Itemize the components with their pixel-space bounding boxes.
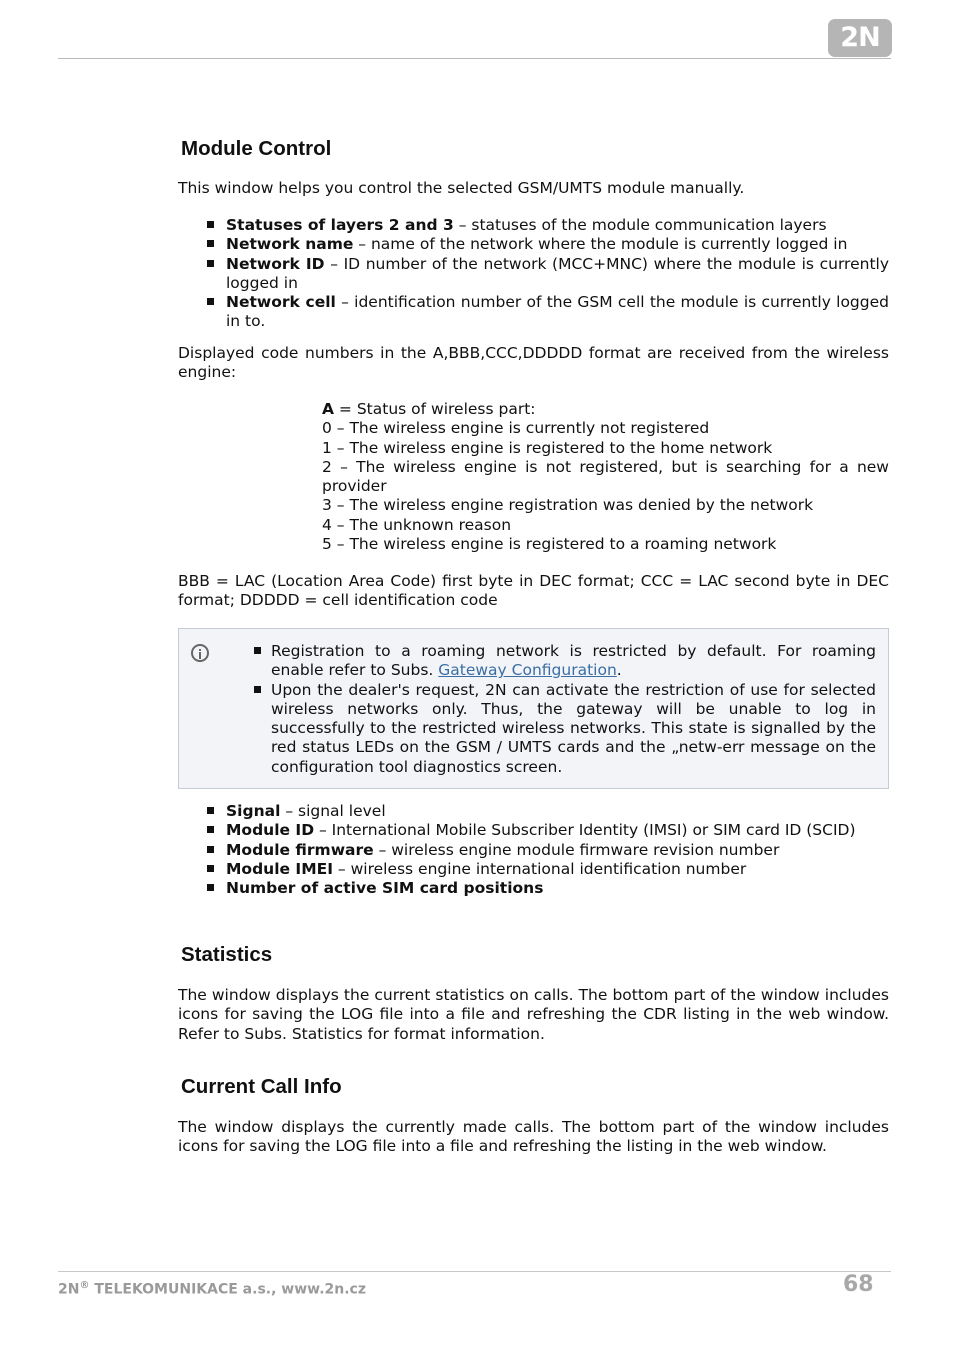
brand-logo: 2N: [828, 19, 892, 57]
note-item: Upon the dealer's request, 2N can activate the restriction of use for selected wireless networks only. Thus, the gateway will be unable to log in successfully to the restricted wireless networks. This state is signalled by the red status LEDs on the GSM / UMTS cards and the „netw-err message on the configuration tool diagnostics screen.: [223, 681, 876, 777]
gateway-configuration-link[interactable]: Gateway Configuration: [438, 661, 617, 680]
module-info-list: [178, 802, 889, 898]
section-title-module-control: Module Control: [181, 137, 332, 160]
footer-company: 2N® TELEKOMUNIKACE a.s., www.2n.cz: [58, 1280, 366, 1298]
status-code: 0 – The wireless engine is currently not registered: [322, 419, 710, 438]
current-call-info-text: The window displays the currently made calls. The bottom part of the window includes icons for saving the LOG file into a file and refreshing the listing in the web window.: [178, 1118, 889, 1156]
info-note-box: [178, 628, 889, 789]
list-item: Network name – name of the network where the module is currently logged in: [178, 235, 889, 254]
status-code: 5 – The wireless engine is registered to a roaming network: [322, 535, 777, 554]
list-item: Network cell – identification number of the GSM cell the module is currently logged in to.: [178, 293, 889, 332]
info-icon: [191, 644, 209, 662]
list-item: Signal – signal level: [178, 802, 889, 821]
code-format-outro: BBB = LAC (Location Area Code) first byte in DEC format; CCC = LAC second byte in DEC format; DDDDD = cell identification code: [178, 572, 889, 610]
status-code: 1 – The wireless engine is registered to the home network: [322, 438, 773, 457]
status-code: 2 – The wireless engine is not registered, but is searching for a new provider: [322, 457, 889, 496]
section-title-current-call-info: Current Call Info: [181, 1075, 342, 1098]
section-title-statistics: Statistics: [181, 943, 273, 966]
note-item: Registration to a roaming network is restricted by default. For roaming enable refer to Subs. Gateway Configuration.: [223, 642, 876, 681]
page-number: 68: [843, 1272, 874, 1297]
status-code-list: [322, 400, 889, 554]
footer-divider: [58, 1271, 891, 1272]
list-item: Statuses of layers 2 and 3 – statuses of the module communication layers: [178, 216, 889, 235]
code-format-intro: Displayed code numbers in the A,BBB,CCC,DDDDD format are received from the wireless engine:: [178, 344, 889, 382]
list-item: Module ID – International Mobile Subscriber Identity (IMSI) or SIM card ID (SCID): [178, 821, 889, 840]
statistics-text: The window displays the current statistics on calls. The bottom part of the window includes icons for saving the LOG file into a file and refreshing the CDR listing in the web window. Refer to Subs. Statistics for format information.: [178, 986, 889, 1043]
module-control-intro: This window helps you control the selected GSM/UMTS module manually.: [178, 179, 745, 197]
list-item: Number of active SIM card positions: [178, 879, 889, 898]
module-status-list: [178, 216, 889, 332]
header-divider: [58, 58, 891, 59]
list-item: Module IMEI – wireless engine international identification number: [178, 860, 889, 879]
status-code: 3 – The wireless engine registration was denied by the network: [322, 496, 814, 515]
list-item: Network ID – ID number of the network (MCC+MNC) where the module is currently logged in: [178, 255, 889, 294]
list-item: Module firmware – wireless engine module firmware revision number: [178, 841, 889, 860]
status-code-header: A = Status of wireless part:: [322, 400, 536, 418]
status-code: 4 – The unknown reason: [322, 515, 512, 534]
